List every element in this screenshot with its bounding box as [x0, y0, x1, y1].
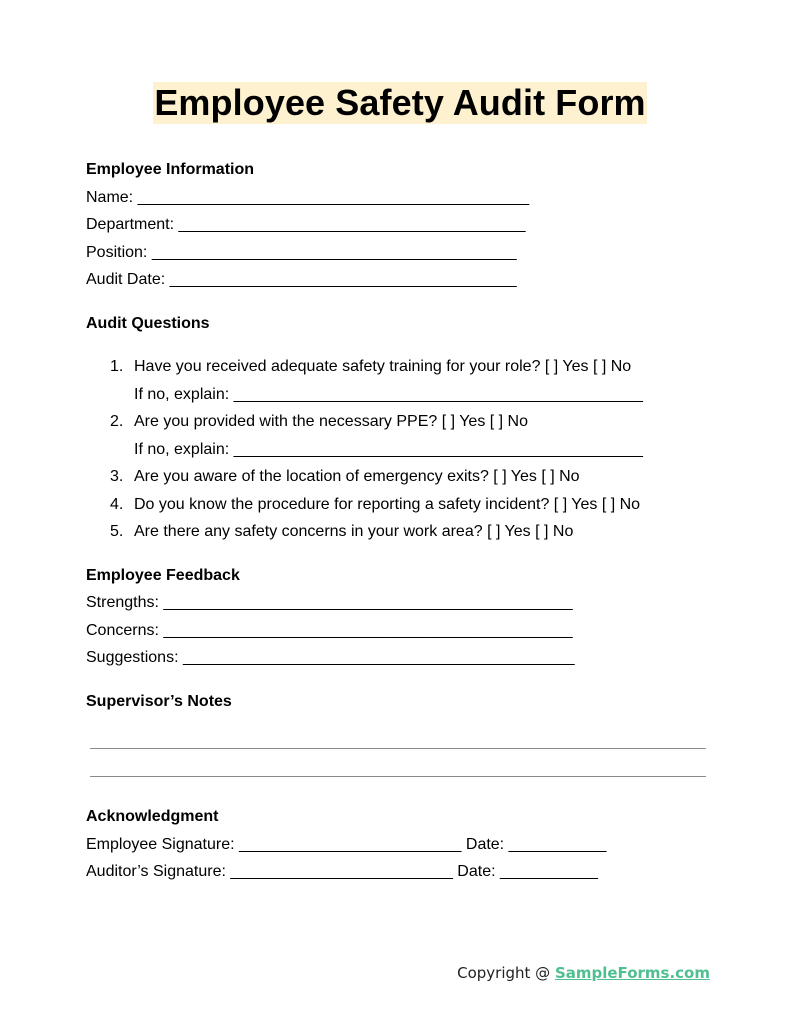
question-list	[86, 353, 726, 546]
auditor-signature-field[interactable]: Auditor’s Signature: _________________________ Date: ___________	[86, 863, 598, 880]
question-5	[86, 518, 726, 546]
employee-signature-field[interactable]: Employee Signature: _________________________ Date: ___________	[86, 835, 607, 853]
question-text[interactable]: Are you provided with the necessary PPE? [ ] Yes [ ] No	[134, 413, 528, 430]
section-heading-feedback: Employee Feedback	[86, 566, 240, 584]
question-3	[86, 463, 726, 491]
spacer	[86, 337, 726, 353]
question-1	[86, 353, 726, 381]
spacer	[86, 672, 726, 688]
question-text[interactable]: Do you know the procedure for reporting a safety incident? [ ] Yes [ ] No	[134, 495, 641, 513]
acknowledgment-section	[86, 803, 726, 886]
title-wrap	[0, 82, 800, 124]
copyright-text: Copyright @	[457, 964, 555, 982]
strengths-field[interactable]: Strengths: ______________________________________________	[86, 594, 573, 611]
concerns-field[interactable]: Concerns: ______________________________________________	[86, 621, 573, 639]
explain-field[interactable]: If no, explain: ______________________________________________	[134, 385, 643, 403]
question-2	[86, 408, 726, 436]
section-heading-employee-info: Employee Information	[86, 161, 255, 178]
question-text[interactable]: Are you aware of the location of emergency exits? [ ] Yes [ ] No	[134, 468, 580, 485]
position-field[interactable]: Position: _________________________________________	[86, 243, 517, 261]
notes-line-2[interactable]	[90, 776, 706, 777]
section-heading-supervisor-notes: Supervisor’s Notes	[86, 692, 232, 710]
copyright-footer	[457, 962, 710, 984]
suggestions-field[interactable]: Suggestions: ____________________________________________	[86, 649, 575, 666]
explain-field[interactable]: If no, explain: ______________________________________________	[134, 440, 643, 458]
spacer	[86, 546, 726, 562]
question-number: 5.	[110, 523, 124, 540]
name-field[interactable]: Name: ____________________________________________	[86, 188, 530, 206]
notes-line-1[interactable]	[90, 748, 706, 749]
question-number: 1.	[110, 358, 124, 375]
question-number: 4.	[110, 495, 124, 513]
form-content	[86, 156, 726, 715]
question-4	[86, 491, 726, 519]
question-text[interactable]: Have you received adequate safety training for your role? [ ] Yes [ ] No	[134, 358, 632, 375]
question-number: 2.	[110, 413, 124, 430]
brand-link[interactable]: SampleForms.com	[554, 964, 710, 982]
question-text[interactable]: Are there any safety concerns in your work area? [ ] Yes [ ] No	[134, 523, 574, 540]
question-number: 3.	[110, 468, 124, 485]
department-field[interactable]: Department: _______________________________________	[86, 216, 526, 233]
section-heading-audit-questions: Audit Questions	[86, 314, 210, 332]
page-title: Employee Safety Audit Form	[154, 82, 646, 123]
section-heading-acknowledgment: Acknowledgment	[86, 808, 219, 825]
audit-date-field[interactable]: Audit Date: _______________________________________	[86, 271, 517, 288]
spacer	[86, 294, 726, 310]
